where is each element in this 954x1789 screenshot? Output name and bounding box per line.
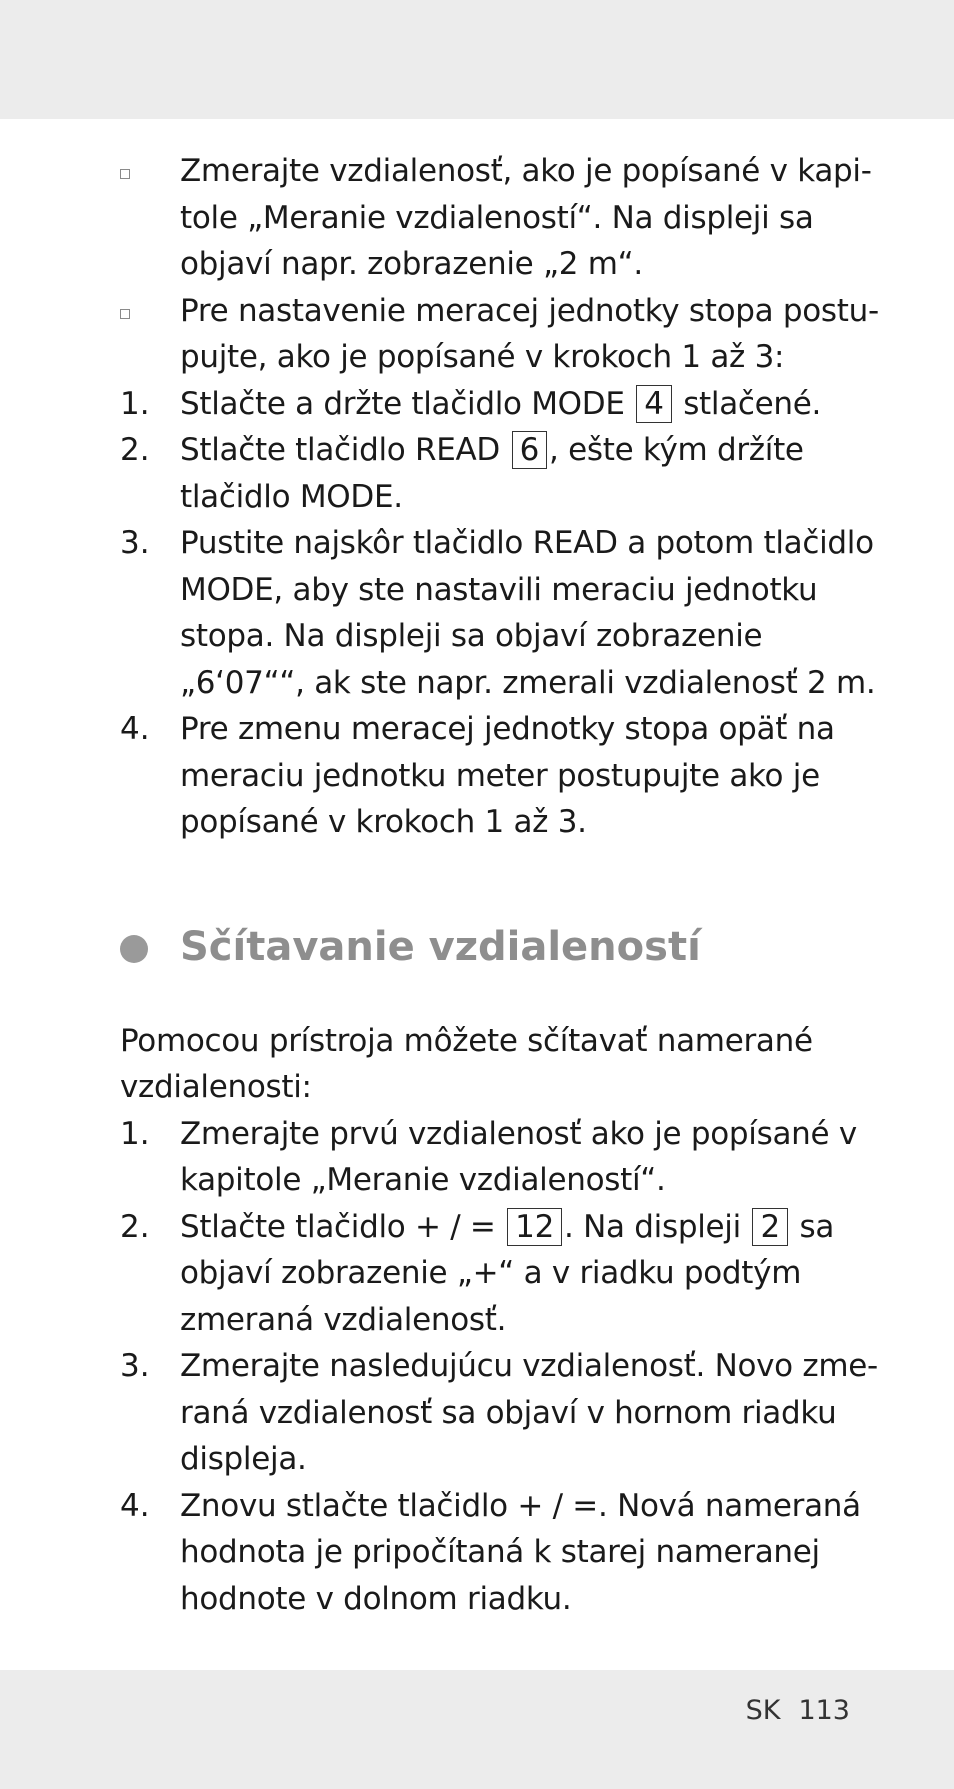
page-number: 113 bbox=[798, 1695, 850, 1726]
text-line: tole „Meranie vzdialeností“. Na displeji sa bbox=[180, 199, 814, 236]
bullet-item bbox=[120, 148, 872, 288]
text-line: objaví zobrazenie „+“ a v riadku podtým bbox=[180, 1255, 802, 1291]
text-line: MODE, aby ste nastavili meraciu jednotku bbox=[180, 571, 818, 608]
step-text: Stlačte tlačidlo + / = bbox=[180, 1208, 496, 1245]
text-line: hodnote v dolnom riadku. bbox=[180, 1580, 572, 1617]
text-line bbox=[180, 1204, 850, 1251]
text-line bbox=[180, 427, 850, 474]
text-line: pujte, ako je popísané v krokoch 1 až 3: bbox=[180, 339, 785, 375]
part-reference-box: 4 bbox=[636, 385, 671, 423]
step-text: stlačené. bbox=[683, 385, 822, 422]
text-line: meraciu jednotku meter postupujte ako je bbox=[180, 757, 820, 794]
text-line: popísané v krokoch 1 až 3. bbox=[180, 804, 587, 840]
text-line: Zmerajte vzdialenosť, ako je popísané v kapi- bbox=[180, 153, 872, 189]
step-text: Stlačte a držte tlačidlo MODE bbox=[180, 385, 625, 422]
step-number: 2. bbox=[120, 432, 150, 468]
heading-bullet-icon bbox=[120, 935, 148, 963]
step-item bbox=[120, 520, 876, 706]
step-item bbox=[120, 1204, 850, 1344]
text-line: Pomocou prístroja môžete sčítavať namerané bbox=[120, 1022, 813, 1059]
text-line: „6‘07““, ak ste napr. zmerali vzdialenosť 2 m. bbox=[180, 664, 876, 701]
text-line: objaví napr. zobrazenie „2 m“. bbox=[180, 246, 643, 282]
step-number: 2. bbox=[120, 1208, 150, 1245]
text-line: kapitole „Meranie vzdialeností“. bbox=[180, 1162, 666, 1198]
checkbox-bullet-icon bbox=[120, 309, 130, 319]
step-item bbox=[120, 1111, 857, 1204]
language-code: SK bbox=[745, 1695, 781, 1726]
page-footer bbox=[746, 1695, 850, 1726]
step-text: sa bbox=[799, 1208, 835, 1245]
step-number: 4. bbox=[120, 1487, 150, 1524]
intro-paragraph bbox=[120, 1018, 850, 1111]
step-item bbox=[120, 706, 850, 846]
section-heading bbox=[120, 924, 850, 970]
top-margin-band bbox=[0, 0, 954, 119]
text-line: Znovu stlačte tlačidlo + / =. Nová nameraná bbox=[180, 1487, 861, 1524]
step-item bbox=[120, 1343, 878, 1483]
text-line: Pre nastavenie meracej jednotky stopa postu- bbox=[180, 292, 879, 329]
part-reference-box: 12 bbox=[507, 1208, 562, 1246]
text-line: Pre zmenu meracej jednotky stopa opäť na bbox=[180, 711, 835, 747]
step-item bbox=[120, 1483, 861, 1623]
step-item bbox=[120, 381, 850, 428]
part-reference-box: 6 bbox=[512, 431, 547, 469]
page-content bbox=[120, 148, 879, 1622]
step-number: 1. bbox=[120, 1115, 150, 1152]
text-line: Zmerajte prvú vzdialenosť ako je popísané v bbox=[180, 1115, 857, 1152]
text-line: tlačidlo MODE. bbox=[180, 478, 403, 515]
bottom-margin-band bbox=[0, 1670, 954, 1789]
step-text: Stlačte tlačidlo READ bbox=[180, 432, 501, 468]
text-line: raná vzdialenosť sa objaví v hornom riadku bbox=[180, 1394, 837, 1431]
checkbox-bullet-icon bbox=[120, 169, 130, 179]
step-number: 4. bbox=[120, 711, 150, 747]
step-text: , ešte kým držíte bbox=[549, 432, 804, 468]
text-line: zmeraná vzdialenosť. bbox=[180, 1301, 507, 1338]
text-line: vzdialenosti: bbox=[120, 1069, 312, 1105]
step-number: 1. bbox=[120, 385, 150, 422]
text-line: stopa. Na displeji sa objaví zobrazenie bbox=[180, 618, 763, 654]
section-title: Sčítavanie vzdialeností bbox=[180, 923, 701, 970]
text-line: Zmerajte nasledujúcu vzdialenosť. Novo zme- bbox=[180, 1348, 878, 1384]
text-line: Pustite najskôr tlačidlo READ a potom tlačidlo bbox=[180, 525, 874, 561]
step-text: . Na displeji bbox=[564, 1208, 741, 1245]
part-reference-box: 2 bbox=[752, 1208, 787, 1246]
step-item bbox=[120, 427, 850, 520]
text-line: hodnota je pripočítaná k starej nameranej bbox=[180, 1534, 820, 1570]
step-number: 3. bbox=[120, 525, 150, 561]
step-number: 3. bbox=[120, 1348, 150, 1384]
text-line bbox=[180, 381, 850, 428]
text-line: displeja. bbox=[180, 1441, 307, 1477]
bullet-item bbox=[120, 288, 879, 381]
